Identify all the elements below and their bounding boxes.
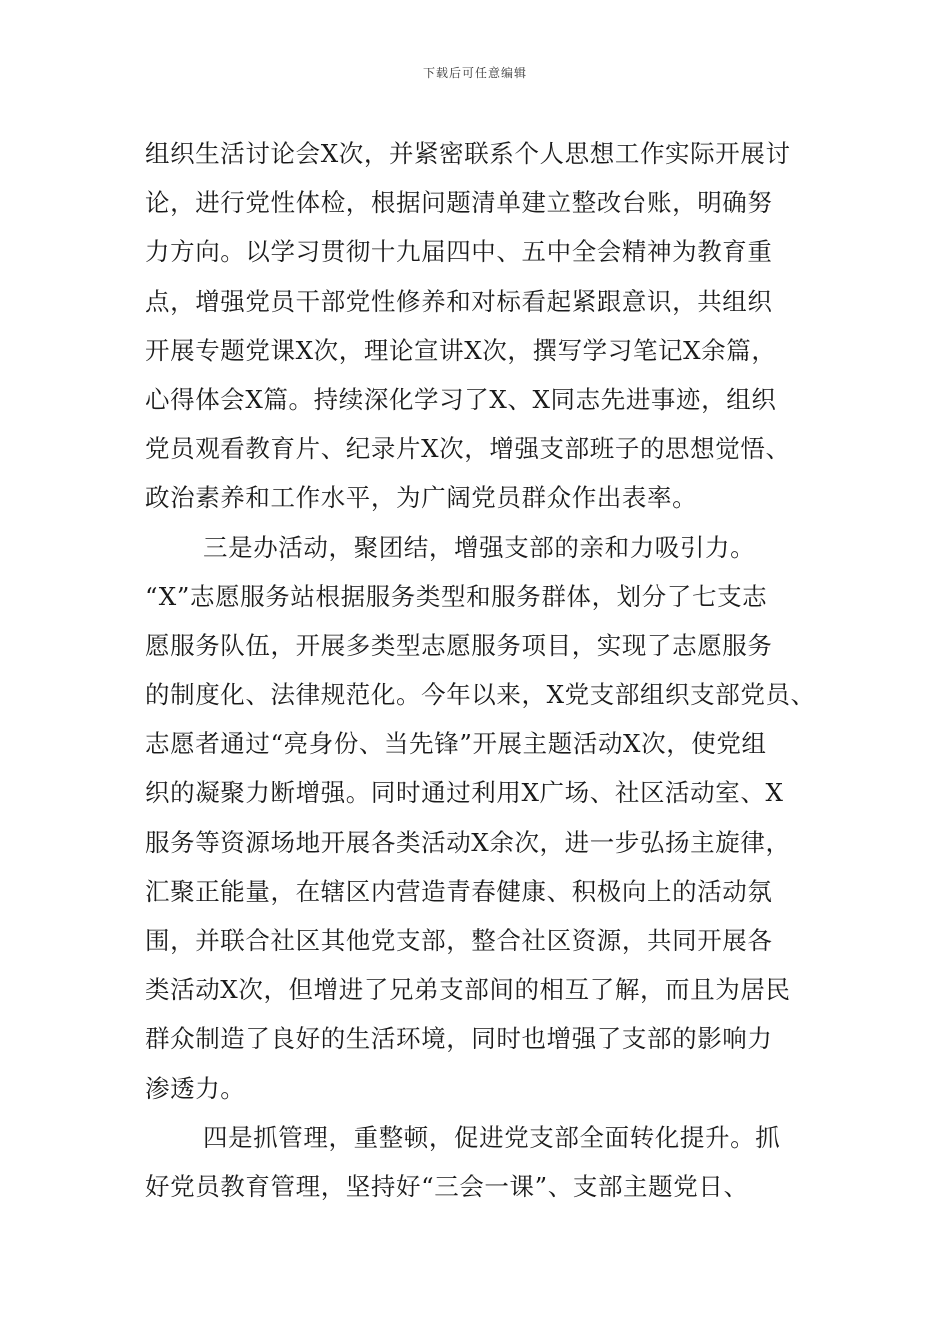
text-line: 论，进行党性体检，根据问题清单建立整改台账，明确努 [145, 188, 773, 218]
text-line: 愿服务队伍，开展多类型志愿服务项目，实现了志愿服务 [145, 630, 773, 660]
text-line: 心得体会X篇。持续深化学习了X、X同志先进事迹，组织 [145, 384, 777, 414]
text-line: 织的凝聚力断增强。同时通过利用X广场、社区活动室、X [145, 778, 784, 808]
text-line: 组织生活讨论会X次，并紧密联系个人思想工作实际开展讨 [145, 139, 791, 168]
text-line: 力方向。以学习贯彻十九届四中、五中全会精神为教育重 [145, 237, 773, 267]
paragraph-heading-line: 四是抓管理，重整顿，促进党支部全面转化提升。抓 [203, 1122, 781, 1152]
text-line: 汇聚正能量，在辖区内营造青春健康、积极向上的活动氛 [145, 876, 773, 906]
paragraph-heading-line: 三是办活动，聚团结，增强支部的亲和力吸引力。 [203, 532, 756, 562]
text-line: 渗透力。 [145, 1073, 246, 1103]
text-line: 开展专题党课X次，理论宣讲X次，撰写学习笔记X余篇， [145, 335, 777, 365]
text-line: 好党员教育管理，坚持好“三会一课”、支部主题党日、 [145, 1171, 749, 1201]
text-line: 政治素养和工作水平，为广阔党员群众作出表率。 [145, 483, 698, 513]
page-header-note: 下载后可任意编辑 [422, 66, 527, 80]
text-line: 志愿者通过“亮身份、当先锋”开展主题活动X次，使党组 [145, 729, 767, 759]
text-line: 服务等资源场地开展各类活动X余次，进一步弘扬主旋律， [145, 827, 791, 857]
text-line: 围，并联合社区其他党支部，整合社区资源，共同开展各 [145, 926, 773, 955]
text-line: 党员观看教育片、纪录片X次，增强支部班子的思想觉悟、 [145, 434, 791, 464]
text-line: 类活动X次，但增进了兄弟支部间的相互了解，而且为居民 [145, 975, 791, 1005]
text-line: 点，增强党员干部党性修养和对标看起紧跟意识，共组织 [145, 286, 773, 316]
text-line: “X”志愿服务站根据服务类型和服务群体，划分了七支志 [145, 581, 768, 611]
text-line: 群众制造了良好的生活环境，同时也增强了支部的影响力 [145, 1024, 773, 1054]
text-line: 的制度化、法律规范化。今年以来，X党支部组织支部党员、 [145, 680, 816, 710]
document-body [145, 129, 825, 1211]
